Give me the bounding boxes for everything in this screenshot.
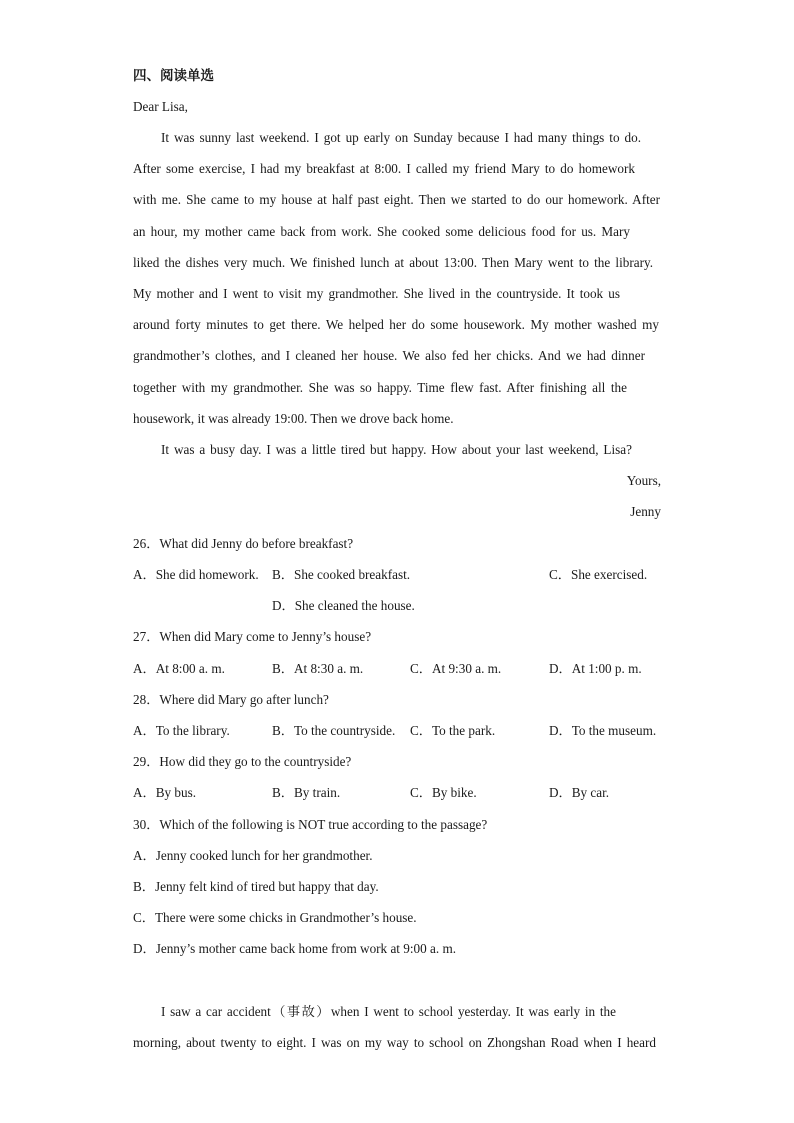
question-stem: 26．What did Jenny do before breakfast? xyxy=(133,536,354,551)
option-c: C．She exercised. xyxy=(549,567,648,582)
option-d: D．She cleaned the house. xyxy=(272,598,415,613)
letter-line: with me. She came to my house at half past eight. Then we started to do our homework. After xyxy=(133,192,660,207)
option-a: A．Jenny cooked lunch for her grandmother. xyxy=(133,848,373,863)
letter-line: liked the dishes very much. We finished lunch at about 13:00. Then Mary went to the library. xyxy=(133,255,653,270)
option-d: D．By car. xyxy=(549,785,610,800)
letter-line: It was a busy day. I was a little tired but happy. How about your last weekend, Lisa? xyxy=(161,442,632,457)
option-b: B．By train. xyxy=(272,785,341,800)
option-c: C．At 9:30 a. m. xyxy=(410,661,502,676)
option-c: C．There were some chicks in Grandmother’s house. xyxy=(133,910,417,925)
letter-closing: Yours, xyxy=(626,473,661,488)
option-d: D．Jenny’s mother came back home from work at 9:00 a. m. xyxy=(133,941,457,956)
letter-line: an hour, my mother came back from work. She cooked some delicious food for us. Mary xyxy=(133,224,630,239)
question-stem: 30．Which of the following is NOT true according to the passage? xyxy=(133,817,488,832)
letter-line: housework, it was already 19:00. Then we drove back home. xyxy=(133,411,454,426)
letter-line: My mother and I went to visit my grandmother. She lived in the countryside. It took us xyxy=(133,286,620,301)
letter-greeting: Dear Lisa, xyxy=(133,99,188,114)
letter-line: together with my grandmother. She was so happy. Time flew fast. After finishing all the xyxy=(133,380,627,395)
letter-line: around forty minutes to get there. We helped her do some housework. My mother washed my xyxy=(133,317,659,332)
option-b: B．She cooked breakfast. xyxy=(272,567,411,582)
option-d: D．At 1:00 p. m. xyxy=(549,661,642,676)
option-a: A．By bus. xyxy=(133,785,197,800)
option-b: B．To the countryside. xyxy=(272,723,396,738)
question-stem: 29．How did they go to the countryside? xyxy=(133,754,352,769)
passage-line: I saw a car accident（事故）when I went to school yesterday. It was early in the xyxy=(161,1004,616,1019)
option-b: B．Jenny felt kind of tired but happy that day. xyxy=(133,879,379,894)
option-a: A．She did homework. xyxy=(133,567,259,582)
option-b: B．At 8:30 a. m. xyxy=(272,661,364,676)
option-c: C．To the park. xyxy=(410,723,496,738)
option-a: A．To the library. xyxy=(133,723,230,738)
letter-line: After some exercise, I had my breakfast at 8:00. I called my friend Mary to do homework xyxy=(133,161,635,176)
letter-line: grandmother’s clothes, and I cleaned her house. We also fed her chicks. And we had dinner xyxy=(133,348,645,363)
passage-line: morning, about twenty to eight. I was on my way to school on Zhongshan Road when I heard xyxy=(133,1035,656,1050)
question-stem: 28．Where did Mary go after lunch? xyxy=(133,692,329,707)
option-c: C．By bike. xyxy=(410,785,477,800)
letter-signature: Jenny xyxy=(630,504,661,519)
question-stem: 27．When did Mary come to Jenny’s house? xyxy=(133,629,372,644)
section-title: 四、阅读单选 xyxy=(133,68,214,84)
option-d: D．To the museum. xyxy=(549,723,657,738)
option-a: A．At 8:00 a. m. xyxy=(133,661,225,676)
letter-line: It was sunny last weekend. I got up early on Sunday because I had many things to do. xyxy=(161,130,641,145)
